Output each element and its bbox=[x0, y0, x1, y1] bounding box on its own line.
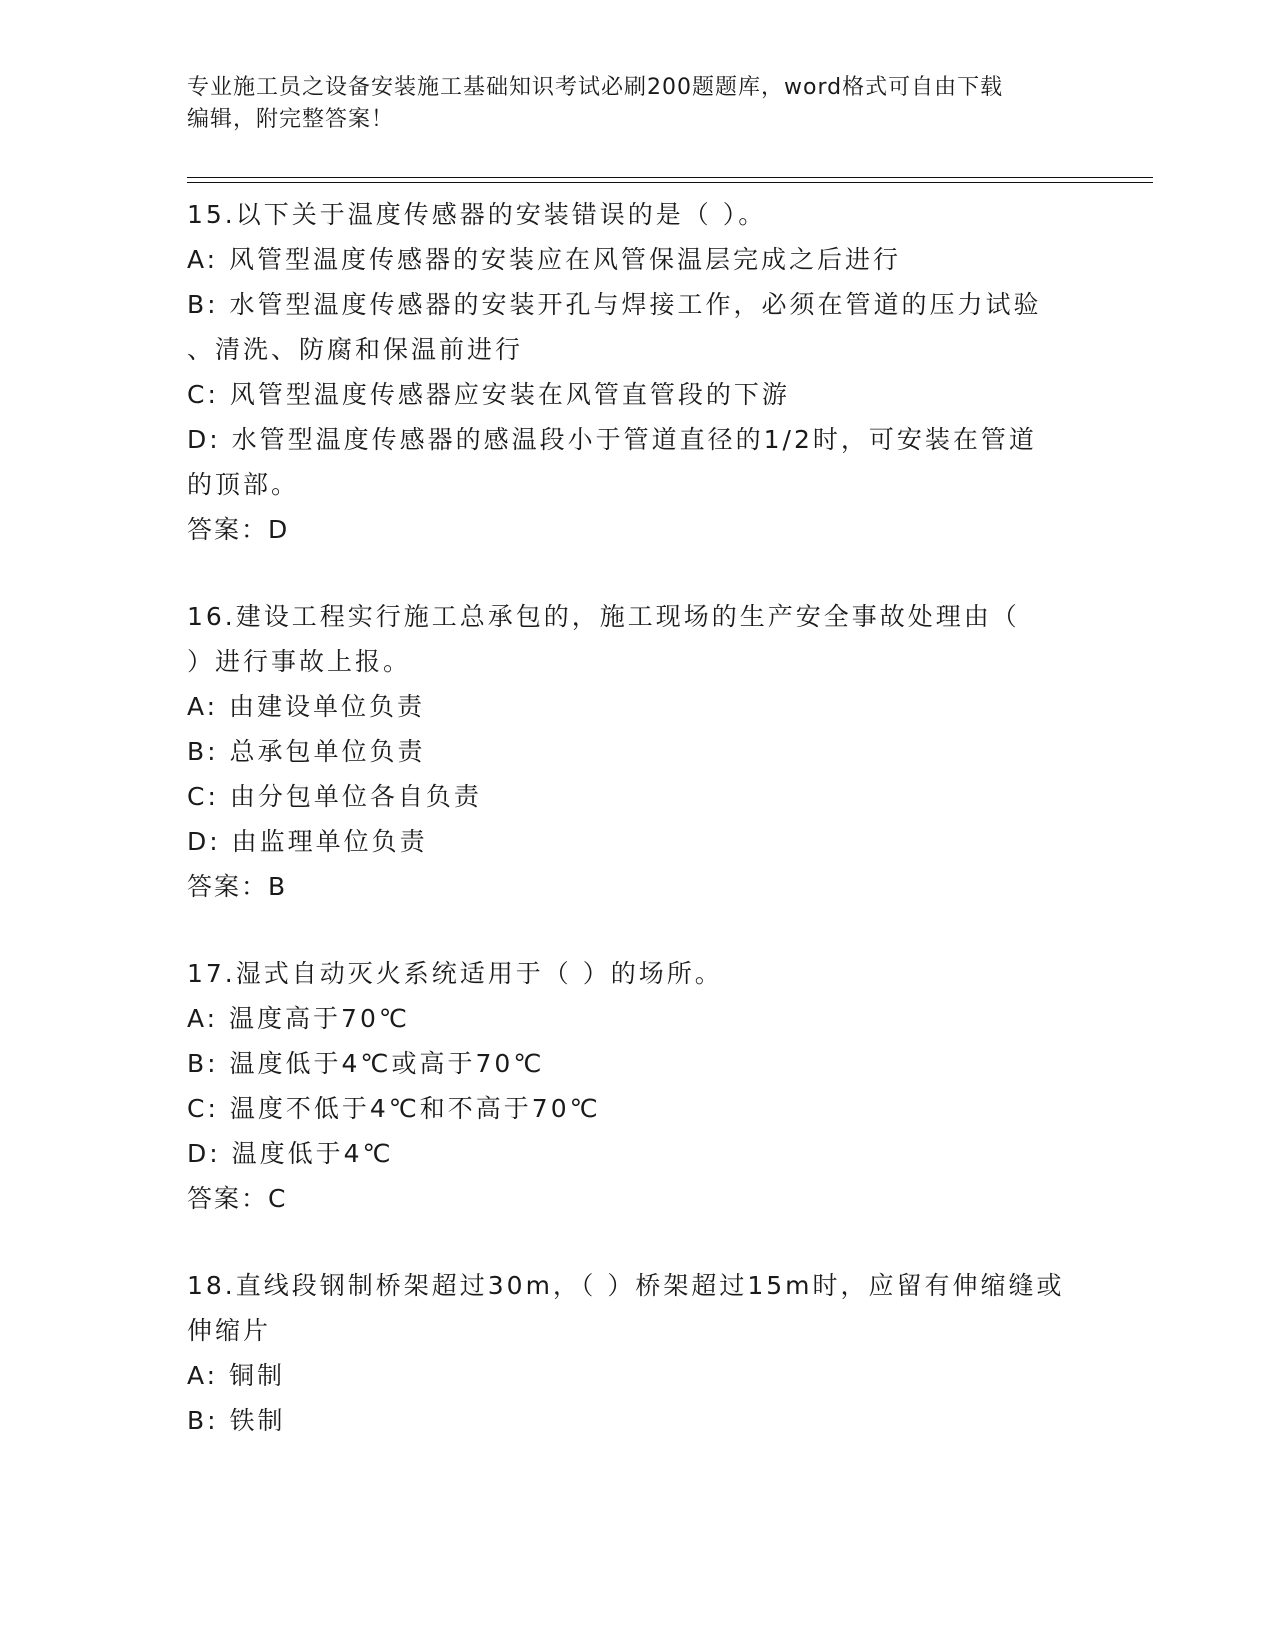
answer-label: 答案： bbox=[187, 872, 269, 901]
option-a bbox=[187, 684, 1087, 729]
option-d bbox=[187, 417, 1087, 507]
option-c bbox=[187, 774, 1087, 819]
header-divider-bottom bbox=[187, 182, 1153, 183]
option-a bbox=[187, 237, 1087, 282]
option-text: C: 风管型温度传感器应安装在风管直管段的下游 bbox=[187, 380, 790, 409]
question-stem-continued: 伸缩片 bbox=[187, 1316, 272, 1345]
option-text: C: 温度不低于4℃和不高于70℃ bbox=[187, 1094, 601, 1123]
option-text: D: 温度低于4℃ bbox=[187, 1139, 394, 1168]
option-a bbox=[187, 996, 1087, 1041]
question-item bbox=[187, 951, 1087, 1221]
question-list bbox=[187, 192, 1087, 1485]
answer-label: 答案： bbox=[187, 515, 269, 544]
question-item bbox=[187, 1263, 1087, 1443]
option-c bbox=[187, 372, 1087, 417]
question-item bbox=[187, 594, 1087, 909]
option-text: B: 温度低于4℃或高于70℃ bbox=[187, 1049, 545, 1078]
option-text: C: 由分包单位各自负责 bbox=[187, 782, 482, 811]
option-text: A: 铜制 bbox=[187, 1361, 286, 1390]
option-d bbox=[187, 819, 1087, 864]
option-b bbox=[187, 1398, 1087, 1443]
answer-label: 答案： bbox=[187, 1184, 269, 1213]
question-stem-continued: ）进行事故上报。 bbox=[187, 647, 412, 676]
answer-value: B bbox=[268, 872, 287, 901]
option-text: A: 由建设单位负责 bbox=[187, 692, 426, 721]
option-b bbox=[187, 282, 1087, 372]
answer-value: C bbox=[268, 1184, 287, 1213]
option-text: B: 总承包单位负责 bbox=[187, 737, 426, 766]
answer-line bbox=[187, 507, 1087, 552]
option-c bbox=[187, 1086, 1087, 1131]
option-text: D: 水管型温度传感器的感温段小于管道直径的1/2时，可安装在管道 bbox=[187, 425, 1037, 454]
header-line-2: 编辑，附完整答案！ bbox=[187, 107, 395, 132]
option-text-continued: 、清洗、防腐和保温前进行 bbox=[187, 335, 524, 364]
option-text: B: 铁制 bbox=[187, 1406, 286, 1435]
option-text: A: 风管型温度传感器的安装应在风管保温层完成之后进行 bbox=[187, 245, 902, 274]
question-stem: 15.以下关于温度传感器的安装错误的是（ ）。 bbox=[187, 200, 767, 229]
option-text: B: 水管型温度传感器的安装开孔与焊接工作，必须在管道的压力试验 bbox=[187, 290, 1042, 319]
header-divider-top bbox=[187, 177, 1153, 178]
document-header bbox=[187, 72, 1067, 136]
option-text: A: 温度高于70℃ bbox=[187, 1004, 410, 1033]
option-b bbox=[187, 729, 1087, 774]
option-d bbox=[187, 1131, 1087, 1176]
option-text: D: 由监理单位负责 bbox=[187, 827, 428, 856]
answer-value: D bbox=[268, 515, 289, 544]
answer-line bbox=[187, 1176, 1087, 1221]
option-text-continued: 的顶部。 bbox=[187, 470, 300, 499]
question-stem: 18.直线段钢制桥架超过30m，（ ）桥架超过15m时，应留有伸缩缝或 bbox=[187, 1271, 1065, 1300]
option-b bbox=[187, 1041, 1087, 1086]
option-a bbox=[187, 1353, 1087, 1398]
question-item bbox=[187, 192, 1087, 552]
question-stem: 17.湿式自动灭火系统适用于（ ）的场所。 bbox=[187, 959, 723, 988]
header-line-1: 专业施工员之设备安装施工基础知识考试必刷200题题库，word格式可自由下载 bbox=[187, 75, 1004, 100]
answer-line bbox=[187, 864, 1087, 909]
question-stem: 16.建设工程实行施工总承包的，施工现场的生产安全事故处理由（ bbox=[187, 602, 1020, 631]
